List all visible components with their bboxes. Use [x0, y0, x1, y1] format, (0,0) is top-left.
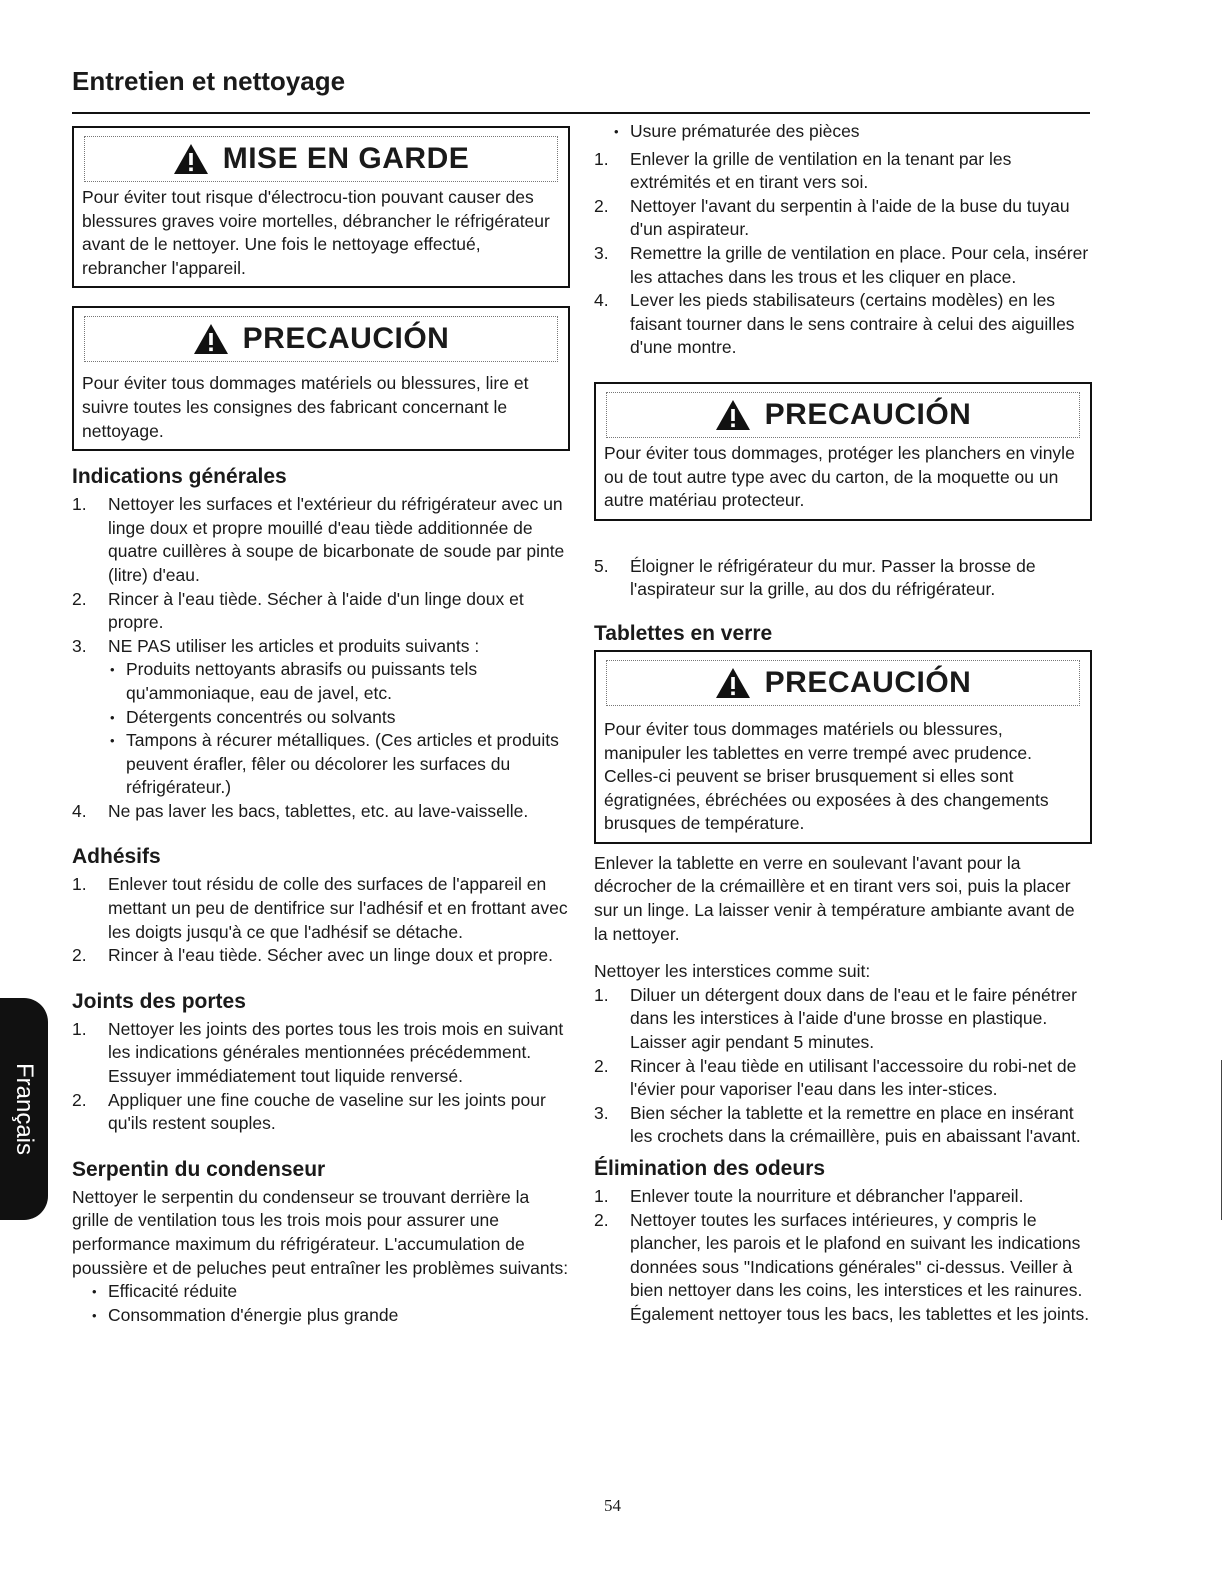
- serpentin-steps: [594, 148, 1092, 360]
- page-number: 54: [604, 1496, 621, 1515]
- bullet-item: • Efficacité réduite: [90, 1280, 570, 1304]
- list-item: [594, 984, 1092, 1055]
- step-text: Nettoyer les joints des portes tous les trois mois en suivant les indications générales mentionnées précédemment. Essuyer immédiatement tout liquide renversé.: [108, 1018, 564, 1087]
- title-rule: [72, 112, 1090, 114]
- step-number: 1.: [72, 494, 87, 515]
- list-item: [594, 242, 1092, 289]
- step-text: Rincer à l'eau tiède en utilisant l'accessoire du robi-net de l'évier pour vaporiser l'eau dans les inter-stices.: [630, 1055, 1077, 1100]
- warning-heading: MISE EN GARDE: [222, 142, 470, 175]
- right-column: [594, 118, 1092, 1327]
- step-text: Bien sécher la tablette et la remettre en place en insérant les crochets dans la crémaillère, puis en abaissant l'avant.: [630, 1102, 1081, 1147]
- bullet-list: [72, 1280, 570, 1327]
- step-number: 1.: [72, 874, 87, 895]
- adhesifs-steps: [72, 873, 570, 967]
- list-item: [72, 493, 570, 587]
- page-edge-mark: [1221, 1060, 1222, 1220]
- tablettes-paragraph: Enlever la tablette en verre en soulevant l'avant pour la décrocher de la crémaillère et en tirant vers soi, puis la placer sur un linge. La laisser venir à température ambiante avant de la nettoyer.: [594, 852, 1075, 944]
- warning-box-precaucion: [72, 306, 570, 451]
- step-number: 2.: [72, 588, 87, 609]
- step-text: Ne pas laver les bacs, tablettes, etc. au lave-vaisselle.: [108, 800, 529, 821]
- section-heading-odeurs: Élimination des odeurs: [594, 1157, 826, 1180]
- step-text: Rincer à l'eau tiède. Sécher avec un linge doux et propre.: [108, 945, 554, 966]
- language-side-tab: [0, 998, 48, 1220]
- step-text: Enlever tout résidu de colle des surfaces de l'appareil en mettant un peu de dentifrice sur l'adhésif et en frottant avec les doigts jusqu'à ce que l'adhésif se détache.: [108, 874, 568, 942]
- language-label: Français: [11, 1062, 38, 1156]
- step-number: 5.: [594, 555, 609, 576]
- list-item: [72, 635, 570, 800]
- tablettes-steps: [594, 984, 1092, 1149]
- list-item: [594, 1185, 1092, 1209]
- step-number: 1.: [594, 148, 609, 169]
- list-item: [594, 1209, 1092, 1327]
- warning-text: Pour éviter tous dommages matériels ou blessures, lire et suivre toutes les consignes des fabricant concernant le nettoyage.: [82, 373, 529, 441]
- step-text: Rincer à l'eau tiède. Sécher à l'aide d'un linge doux et propre.: [108, 588, 524, 633]
- warning-text: Pour éviter tous dommages, protéger les planchers en vinyle ou de tout autre type avec du carton, de la moquette ou un autre matériau protecteur.: [604, 442, 1075, 511]
- list-item: [594, 195, 1092, 242]
- bullet-item: • Usure prématurée des pièces: [612, 120, 1092, 144]
- odeurs-steps: [594, 1185, 1092, 1327]
- warning-heading: PRECAUCIÓN: [764, 665, 972, 699]
- step-number: 2.: [594, 1055, 609, 1076]
- section-heading-serpentin: Serpentin du condenseur: [72, 1157, 326, 1181]
- section-heading-joints: Joints des portes: [72, 989, 246, 1013]
- step-number: 2.: [72, 1089, 87, 1110]
- bullet-list: [594, 120, 1092, 144]
- tablettes-paragraph: Nettoyer les interstices comme suit:: [594, 961, 871, 982]
- step-number: 4.: [72, 800, 87, 821]
- list-item: [72, 873, 570, 944]
- warning-heading: PRECAUCIÓN: [764, 397, 972, 431]
- left-column: [72, 118, 570, 1327]
- page-title: Entretien et nettoyage: [72, 66, 346, 96]
- warning-triangle-icon: [193, 323, 229, 355]
- step-text: Remettre la grille de ventilation en place. Pour cela, insérer les attaches dans les trous et les cliquer en place.: [630, 242, 1089, 287]
- step-number: 1.: [594, 984, 609, 1005]
- warning-header: [84, 136, 558, 182]
- indications-steps: [72, 493, 570, 823]
- warning-header: [606, 392, 1080, 438]
- warning-header: [606, 660, 1080, 706]
- serpentin-intro: Nettoyer le serpentin du condenseur se trouvant derrière la grille de ventilation tous les trois mois pour assurer une performance maximum du réfrigérateur. L'accumulation de poussière et de peluches peut entraîner les problèmes suivants:: [72, 1186, 569, 1278]
- step-number: 1.: [594, 1186, 609, 1206]
- step-number: 2.: [594, 195, 609, 216]
- warning-box-precaucion-floor: [594, 382, 1092, 521]
- bullet-item: • Tampons à récurer métalliques. (Ces articles et produits peuvent érafler, fêler ou décolorer les surfaces du réfrigérateur.): [108, 729, 570, 800]
- warning-header: [84, 316, 558, 362]
- step-text: Enlever toute la nourriture et débrancher l'appareil.: [630, 1186, 1024, 1206]
- step-number: 4.: [594, 290, 609, 311]
- section-heading-adhesifs: Adhésifs: [72, 845, 161, 869]
- warning-box-precaucion-glass: [594, 650, 1092, 844]
- step-number: 2.: [594, 1209, 609, 1230]
- list-item: [72, 1018, 570, 1089]
- section-heading-tablettes: Tablettes en verre: [594, 621, 773, 645]
- step-text: Enlever la grille de ventilation en la tenant par les extrémités et en tirant vers soi.: [630, 148, 1012, 193]
- step-number: 3.: [594, 242, 609, 263]
- step-text: Éloigner le réfrigérateur du mur. Passer la brosse de l'aspirateur sur la grille, au dos du réfrigérateur.: [630, 555, 1036, 600]
- list-item: [72, 944, 570, 968]
- bullet-item: • Produits nettoyants abrasifs ou puissants tels qu'ammoniaque, eau de javel, etc.: [108, 658, 570, 705]
- bullet-list: [108, 658, 570, 800]
- list-item: [594, 289, 1092, 360]
- serpentin-step-5: [594, 555, 1092, 602]
- step-text: NE PAS utiliser les articles et produits suivants :: [108, 635, 480, 656]
- warning-text: Pour éviter tous dommages matériels ou blessures, manipuler les tablettes en verre trempé avec prudence. Celles-ci peuvent se briser brusquement si elles sont égratignées, ébréchées ou exposées à des changements brusques de température.: [604, 718, 1049, 834]
- step-text: Nettoyer les surfaces et l'extérieur du réfrigérateur avec un linge doux et propre mouillé d'eau tiède additionnée de quatre cuillères à soupe de bicarbonate de soude par pinte (litre) d'eau.: [108, 494, 565, 585]
- step-number: 3.: [594, 1102, 609, 1123]
- warning-triangle-icon: [173, 143, 209, 175]
- step-number: 1.: [72, 1018, 87, 1039]
- step-number: 3.: [72, 635, 87, 656]
- list-item: [594, 555, 1092, 602]
- list-item: [594, 148, 1092, 195]
- list-item: [594, 1102, 1092, 1149]
- warning-heading: PRECAUCIÓN: [242, 322, 450, 356]
- step-text: Appliquer une fine couche de vaseline sur les joints pour qu'ils restent souples.: [108, 1089, 546, 1134]
- section-heading-indications: Indications générales: [72, 465, 287, 489]
- step-text: Diluer un détergent doux dans de l'eau et le faire pénétrer dans les interstices à l'aide d'une brosse en plastique. Laisser agir pendant 5 minutes.: [630, 984, 1077, 1053]
- joints-steps: [72, 1018, 570, 1136]
- list-item: [72, 1089, 570, 1136]
- step-text: Nettoyer toutes les surfaces intérieures, y compris le plancher, les parois et le plafond en suivant les indications données sous "Indications générales" ci-dessus. Veiller à bien nettoyer dans les coins, les interstices et les rainures. Également nettoyer tous les bacs, les tablettes et les joints.: [630, 1209, 1090, 1324]
- warning-triangle-icon: [715, 399, 751, 431]
- list-item: [72, 800, 570, 824]
- warning-text: Pour éviter tout risque d'électrocu-tion pouvant causer des blessures graves voire mortelles, débrancher le réfrigérateur avant de le nettoyer. Une fois le nettoyage effectué, rebrancher l'appareil.: [82, 187, 550, 278]
- step-number: 2.: [72, 945, 87, 966]
- bullet-item: • Consommation d'énergie plus grande: [90, 1304, 570, 1328]
- warning-triangle-icon: [715, 667, 751, 699]
- bullet-item: • Détergents concentrés ou solvants: [108, 706, 570, 730]
- warning-box-mise-en-garde: [72, 126, 570, 288]
- list-item: [72, 588, 570, 635]
- step-text: Nettoyer l'avant du serpentin à l'aide de la buse du tuyau d'un aspirateur.: [630, 195, 1070, 240]
- list-item: [594, 1055, 1092, 1102]
- step-text: Lever les pieds stabilisateurs (certains modèles) en les faisant tourner dans le sens contraire à celui des aiguilles d'une montre.: [630, 290, 1075, 358]
